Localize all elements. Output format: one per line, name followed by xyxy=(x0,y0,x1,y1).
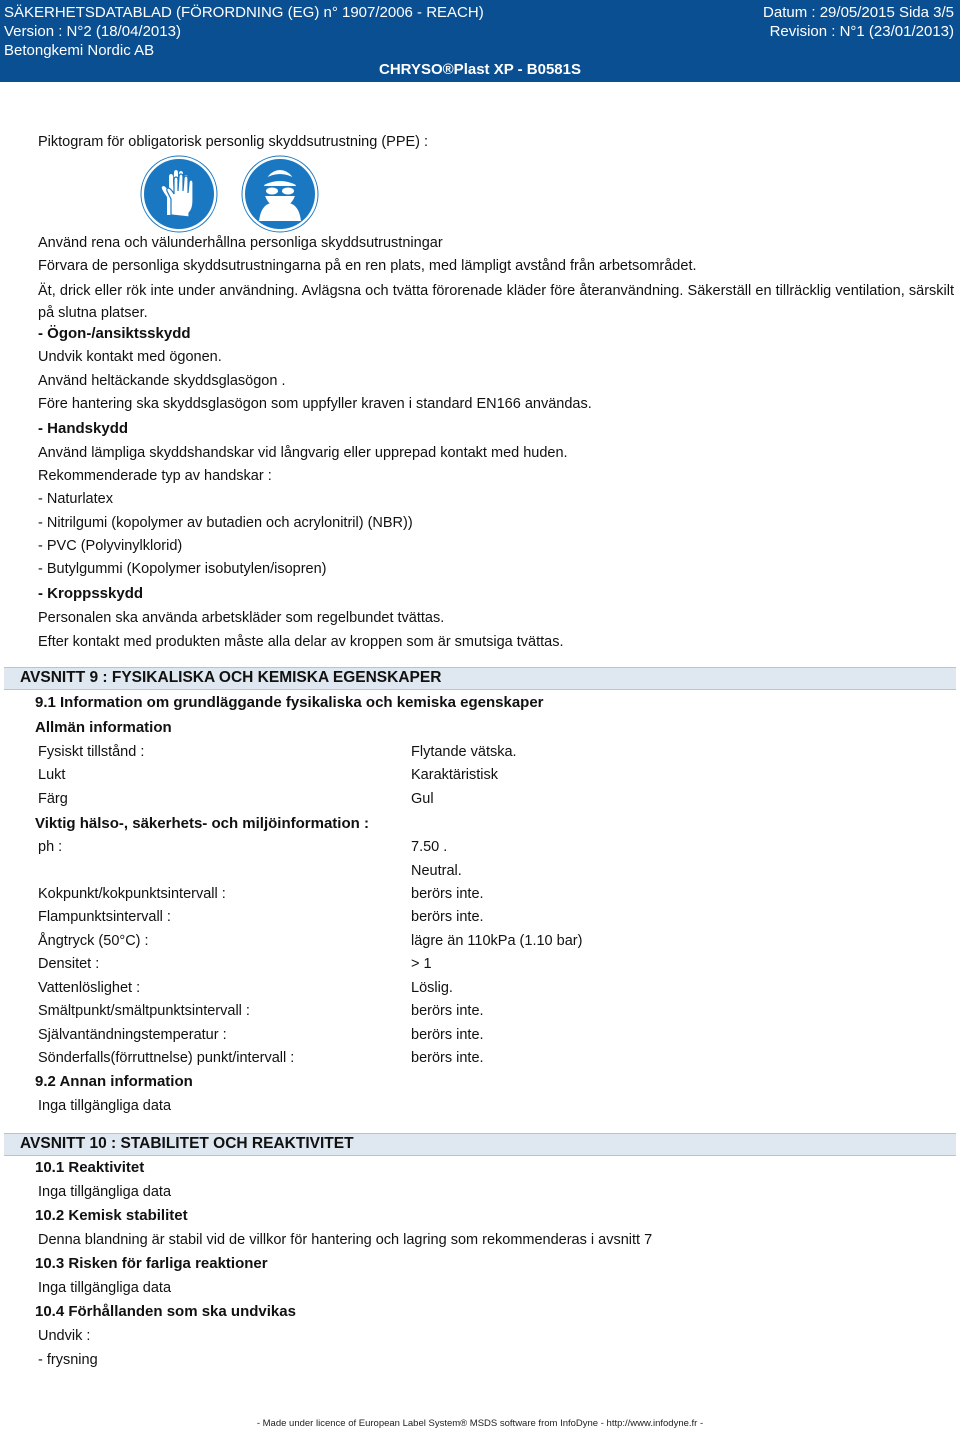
eye-line: Före hantering ska skyddsglasögon som uppfyller kraven i standard EN166 användas. xyxy=(38,396,592,412)
glove-type-item: - PVC (Polyvinylklorid) xyxy=(38,538,183,554)
document-header xyxy=(0,0,960,82)
property-value: berörs inte. xyxy=(411,1050,484,1066)
property-label: Flampunktsintervall : xyxy=(38,909,171,925)
property-label: Fysiskt tillstånd : xyxy=(38,744,145,760)
section-10-header xyxy=(4,1133,956,1156)
document-title: SÄKERHETSDATABLAD (FÖRORDNING (EG) n° 1907/2006 - REACH) xyxy=(4,4,484,21)
body-protection-heading: - Kroppsskydd xyxy=(38,585,144,602)
health-safety-heading: Viktig hälso-, säkerhets- och miljöinformation : xyxy=(35,815,369,832)
property-value: Flytande vätska. xyxy=(411,744,517,760)
property-label: Vattenlöslighet : xyxy=(38,980,141,996)
property-label: Färg xyxy=(38,791,68,807)
ph-label: ph : xyxy=(38,839,63,855)
glove-type-item: - Nitrilgumi (kopolymer av butadien och acrylonitril) (NBR)) xyxy=(38,515,413,531)
subsection-heading: 10.1 Reaktivitet xyxy=(35,1159,145,1176)
subsection-heading: 10.3 Risken för farliga reaktioner xyxy=(35,1255,268,1272)
footer-note: - Made under licence of European Label System® MSDS software from InfoDyne - http://www.infodyne.fr - xyxy=(256,1418,704,1429)
ph-value: 7.50 . xyxy=(411,839,448,855)
property-label: Densitet : xyxy=(38,956,100,972)
product-name: CHRYSO®Plast XP - B0581S xyxy=(379,61,581,78)
property-label: Självantändningstemperatur : xyxy=(38,1027,227,1043)
hand-line: Rekommenderade typ av handskar : xyxy=(38,468,272,484)
property-value: lägre än 110kPa (1.10 bar) xyxy=(411,933,583,949)
date-page: Datum : 29/05/2015 Sida 3/5 xyxy=(763,4,954,21)
hand-line: Använd lämpliga skyddshandskar vid långvarig eller upprepad kontakt med huden. xyxy=(38,445,568,461)
property-value: Gul xyxy=(411,791,434,807)
property-value: berörs inte. xyxy=(411,1027,484,1043)
property-value: berörs inte. xyxy=(411,1003,484,1019)
version-label: Version : N°2 (18/04/2013) xyxy=(4,23,181,40)
hand-protection-heading: - Handskydd xyxy=(38,420,129,437)
goggles-icon xyxy=(241,155,319,233)
property-value: berörs inte. xyxy=(411,909,484,925)
subsection-9-1: 9.1 Information om grundläggande fysikaliska och kemiska egenskaper xyxy=(35,694,544,711)
company-name: Betongkemi Nordic AB xyxy=(4,42,155,59)
subsection-text: Denna blandning är stabil vid de villkor för hantering och lagring som rekommenderas i avsnitt 7 xyxy=(38,1232,653,1248)
revision-label: Revision : N°1 (23/01/2013) xyxy=(769,23,954,40)
property-value: Löslig. xyxy=(411,980,453,996)
property-label: Ångtryck (50°C) : xyxy=(38,933,149,949)
ppe-line: Förvara de personliga skyddsutrustningarna på en ren plats, med lämpligt avstånd från arbetsområdet. xyxy=(38,258,697,274)
subsection-text: Inga tillgängliga data xyxy=(38,1280,172,1296)
body-line: Personalen ska använda arbetskläder som regelbundet tvättas. xyxy=(38,610,445,626)
subsection-9-2: 9.2 Annan information xyxy=(35,1073,193,1090)
section-10-title: AVSNITT 10 : STABILITET OCH REAKTIVITET xyxy=(20,1135,354,1152)
subsection-text: Inga tillgängliga data xyxy=(38,1184,172,1200)
subsection-text: Undvik : xyxy=(38,1328,91,1344)
subsection-9-2-text: Inga tillgängliga data xyxy=(38,1098,172,1114)
subsection-heading: 10.2 Kemisk stabilitet xyxy=(35,1207,188,1224)
eye-line: Undvik kontakt med ögonen. xyxy=(38,349,222,365)
section-9-header xyxy=(4,667,956,690)
body-line: Efter kontakt med produkten måste alla delar av kroppen som är smutsiga tvättas. xyxy=(38,634,564,650)
eye-protection-heading: - Ögon-/ansiktsskydd xyxy=(38,325,191,342)
section-9-title: AVSNITT 9 : FYSIKALISKA OCH KEMISKA EGENSKAPER xyxy=(20,669,442,686)
eye-line: Använd heltäckande skyddsglasögon . xyxy=(38,373,286,389)
property-value: > 1 xyxy=(411,956,432,972)
ppe-line: Använd rena och välunderhållna personliga skyddsutrustningar xyxy=(38,235,443,251)
glove-type-item: - Naturlatex xyxy=(38,491,113,507)
avoid-item: - frysning xyxy=(38,1352,98,1368)
property-label: Sönderfalls(förruttnelse) punkt/intervall : xyxy=(38,1050,295,1066)
subsection-heading: 10.4 Förhållanden som ska undvikas xyxy=(35,1303,296,1320)
general-info-heading: Allmän information xyxy=(35,719,172,736)
property-label: Lukt xyxy=(38,767,66,783)
ppe-title: Piktogram för obligatorisk personlig skyddsutrustning (PPE) : xyxy=(38,134,429,150)
ppe-paragraph: Ät, drick eller rök inte under användning. Avlägsna och tvätta förorenade kläder före återanvändning. Säkerställ en tillräcklig ventilation, särskilt på slutna platser. xyxy=(38,283,954,321)
property-value: berörs inte. xyxy=(411,886,484,902)
property-value: Karaktäristisk xyxy=(411,767,499,783)
ph-note: Neutral. xyxy=(411,863,462,879)
property-label: Smältpunkt/smältpunktsintervall : xyxy=(38,1003,250,1019)
glove-type-item: - Butylgummi (Kopolymer isobutylen/isopren) xyxy=(38,561,327,577)
property-label: Kokpunkt/kokpunktsintervall : xyxy=(38,886,226,902)
gloves-icon xyxy=(140,155,218,233)
